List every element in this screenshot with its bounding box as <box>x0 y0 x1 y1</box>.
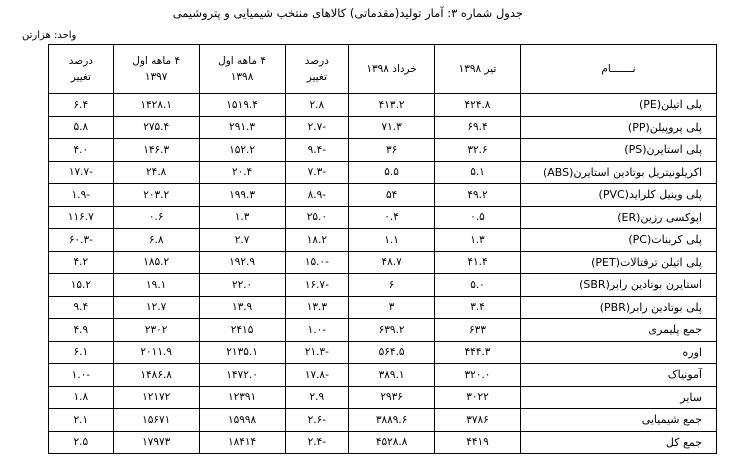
header-khordad-1398: خرداد ۱۳۹۸ <box>349 45 435 94</box>
cell-tir: ۳.۴ <box>435 296 521 319</box>
cell-m1398: ۱۸۴۱۴ <box>199 431 285 454</box>
header-4month-1398 <box>199 45 285 94</box>
cell-name: پلی وینیل کلراید(PVC) <box>520 184 716 207</box>
cell-m1398: ۲۴۱۵ <box>199 319 285 342</box>
cell-m1398: ۲۲.۰ <box>199 274 285 297</box>
cell-pct2: ۱۵.۲ <box>49 274 114 297</box>
cell-pct2: ۴.۰ <box>49 139 114 162</box>
cell-m1398: ۲۰.۴ <box>199 161 285 184</box>
table-row <box>49 431 717 454</box>
table-row <box>49 139 717 162</box>
cell-m1398: ۱۹۹.۳ <box>199 184 285 207</box>
cell-m1397: ۱۴۸۶.۸ <box>113 364 199 387</box>
cell-khordad: ۲۹۳۶ <box>349 386 435 409</box>
header-m1398-line1: ۴ ماهه اول <box>218 55 267 67</box>
header-percent-change-monthly <box>285 45 349 94</box>
cell-khordad: ۶۳۹.۲ <box>349 319 435 342</box>
cell-name: پلی کربنات(PC) <box>520 229 716 252</box>
cell-pct1: -۱۷.۸ <box>285 364 349 387</box>
cell-tir: ۳۲۰.۰ <box>435 364 521 387</box>
cell-pct2: ۵.۸ <box>49 116 114 139</box>
cell-m1397: ۱۲.۷ <box>113 296 199 319</box>
cell-pct1: -۸.۹ <box>285 184 349 207</box>
table-row <box>49 319 717 342</box>
cell-m1398: ۲.۷ <box>199 229 285 252</box>
cell-khordad: ۱.۱ <box>349 229 435 252</box>
header-row <box>49 45 717 94</box>
cell-khordad: ۳۸۹.۱ <box>349 364 435 387</box>
cell-tir: ۵.۱ <box>435 161 521 184</box>
cell-name: پلی اتیلن ترفتالات(PET) <box>520 251 716 274</box>
table-row <box>49 409 717 432</box>
cell-pct2: -۱.۰ <box>49 364 114 387</box>
cell-tir: ۴۴۴.۳ <box>435 341 521 364</box>
table-row <box>49 161 717 184</box>
cell-name: استایرن بوتادین رابر(SBR) <box>520 274 716 297</box>
cell-m1398: ۱۵۲.۲ <box>199 139 285 162</box>
cell-tir: ۴۱.۴ <box>435 251 521 274</box>
cell-pct1: ۱۸.۲ <box>285 229 349 252</box>
table-body <box>49 94 717 454</box>
cell-name: جمع پلیمری <box>520 319 716 342</box>
cell-pct2: ۶.۱ <box>49 341 114 364</box>
header-pct1-line1: درصد <box>304 55 329 67</box>
cell-m1398: ۱.۳ <box>199 206 285 229</box>
cell-m1397: ۲۰۱۱.۹ <box>113 341 199 364</box>
cell-pct2: -۱۷.۷ <box>49 161 114 184</box>
cell-khordad: ۳۸۸۹.۶ <box>349 409 435 432</box>
header-m1397-line2: ۱۳۹۷ <box>144 71 168 83</box>
cell-m1397: ۶.۸ <box>113 229 199 252</box>
cell-tir: ۱.۳ <box>435 229 521 252</box>
cell-name: جمع کل <box>520 431 716 454</box>
cell-pct1: -۱۶.۷ <box>285 274 349 297</box>
cell-pct2: ۱۱۶.۷ <box>49 206 114 229</box>
cell-khordad: ۵۶۴.۵ <box>349 341 435 364</box>
header-pct1-line2: تغییر <box>306 71 327 83</box>
cell-m1397: ۱۴۲۸.۱ <box>113 94 199 117</box>
cell-khordad: ۷۱.۳ <box>349 116 435 139</box>
header-m1397-line1: ۴ ماهه اول <box>132 55 181 67</box>
cell-m1397: ۱۲۱۷۲ <box>113 386 199 409</box>
cell-m1397: ۲۰۳.۲ <box>113 184 199 207</box>
header-percent-change-4month <box>49 45 114 94</box>
cell-m1397: ۲۳۰۲ <box>113 319 199 342</box>
cell-name: اپوکسی رزین(ER) <box>520 206 716 229</box>
cell-pct1: -۲.۷ <box>285 116 349 139</box>
cell-tir: ۶۳۳ <box>435 319 521 342</box>
cell-pct2: ۴.۹ <box>49 319 114 342</box>
cell-khordad: ۴۵۲۸.۸ <box>349 431 435 454</box>
cell-pct1: -۷.۳ <box>285 161 349 184</box>
header-4month-1397 <box>113 45 199 94</box>
cell-m1398: ۱۲۳۹۱ <box>199 386 285 409</box>
cell-pct1: ۲.۸ <box>285 94 349 117</box>
unit-label: واحد: هزارتن <box>22 30 77 41</box>
cell-pct2: ۱.۸ <box>49 386 114 409</box>
cell-khordad: ۶ <box>349 274 435 297</box>
cell-tir: ۴۹.۲ <box>435 184 521 207</box>
cell-pct1: -۱۵.۰ <box>285 251 349 274</box>
cell-tir: ۳۷۸۶ <box>435 409 521 432</box>
header-pct2-line1: درصد <box>68 55 93 67</box>
cell-pct2: ۶.۴ <box>49 94 114 117</box>
cell-khordad: ۰.۴ <box>349 206 435 229</box>
table-row <box>49 116 717 139</box>
table-row <box>49 296 717 319</box>
header-pct2-line2: تغییر <box>70 71 91 83</box>
cell-m1397: ۰.۶ <box>113 206 199 229</box>
cell-name: پلی استایرن(PS) <box>520 139 716 162</box>
cell-m1397: ۱۷۹۷۳ <box>113 431 199 454</box>
cell-name: جمع شیمیایی <box>520 409 716 432</box>
cell-pct1: ۲.۹ <box>285 386 349 409</box>
cell-name: آمونیاک <box>520 364 716 387</box>
cell-pct2: -۶۰.۳ <box>49 229 114 252</box>
cell-m1397: ۱۵۶۷۱ <box>113 409 199 432</box>
cell-m1398: ۱۵۱۹.۴ <box>199 94 285 117</box>
table-row <box>49 94 717 117</box>
table-row <box>49 364 717 387</box>
cell-pct1: -۱.۰ <box>285 319 349 342</box>
table-row <box>49 206 717 229</box>
cell-khordad: ۵.۵ <box>349 161 435 184</box>
cell-m1398: ۲۹۱.۳ <box>199 116 285 139</box>
cell-tir: ۳۲.۶ <box>435 139 521 162</box>
cell-khordad: ۴۸.۷ <box>349 251 435 274</box>
cell-pct1: -۹.۴ <box>285 139 349 162</box>
cell-pct2: ۹.۴ <box>49 296 114 319</box>
cell-tir: ۳۰۲۲ <box>435 386 521 409</box>
table-row <box>49 341 717 364</box>
cell-khordad: ۵۴ <box>349 184 435 207</box>
cell-name: سایر <box>520 386 716 409</box>
table-row <box>49 274 717 297</box>
cell-name: پلی پروپیلن(PP) <box>520 116 716 139</box>
production-table <box>48 44 717 454</box>
table-row <box>49 229 717 252</box>
table-title: جدول شماره ۳: آمار تولید(مقدماتی) کالاهای منتخب شیمیایی و پتروشیمی <box>172 6 523 20</box>
cell-pct2: ۲.۵ <box>49 431 114 454</box>
cell-khordad: ۴۱۳.۲ <box>349 94 435 117</box>
cell-name: پلی اتیلن(PE) <box>520 94 716 117</box>
cell-pct1: ۱۳.۳ <box>285 296 349 319</box>
cell-pct2: ۲.۱ <box>49 409 114 432</box>
cell-name: اکریلونیتریل بوتادین استایرن(ABS) <box>520 161 716 184</box>
table-row <box>49 386 717 409</box>
cell-khordad: ۳ <box>349 296 435 319</box>
cell-khordad: ۳۶ <box>349 139 435 162</box>
cell-m1398: ۱۵۹۹۸ <box>199 409 285 432</box>
cell-m1397: ۱۴۶.۳ <box>113 139 199 162</box>
cell-pct1: -۲.۴ <box>285 431 349 454</box>
cell-m1397: ۱۹.۱ <box>113 274 199 297</box>
cell-m1397: ۱۸۵.۲ <box>113 251 199 274</box>
cell-tir: ۵.۰ <box>435 274 521 297</box>
table-row <box>49 184 717 207</box>
cell-tir: ۴۴۱۹ <box>435 431 521 454</box>
cell-m1398: ۱۹۲.۹ <box>199 251 285 274</box>
cell-tir: ۶۹.۴ <box>435 116 521 139</box>
cell-m1398: ۲۱۳۵.۱ <box>199 341 285 364</box>
header-m1398-line2: ۱۳۹۸ <box>230 71 254 83</box>
cell-pct1: ۲۵.۰ <box>285 206 349 229</box>
cell-name: پلی بوتادین رابر(PBR) <box>520 296 716 319</box>
header-tir-1398: تیر ۱۳۹۸ <box>435 45 521 94</box>
cell-pct2: ۴.۲ <box>49 251 114 274</box>
cell-m1397: ۲۷۵.۴ <box>113 116 199 139</box>
cell-tir: ۴۲۴.۸ <box>435 94 521 117</box>
cell-tir: ۰.۵ <box>435 206 521 229</box>
cell-pct1: -۲۱.۳ <box>285 341 349 364</box>
header-name: نـــــــام <box>520 45 716 94</box>
cell-name: اوره <box>520 341 716 364</box>
cell-m1398: ۱۴۷۲.۰ <box>199 364 285 387</box>
table-row <box>49 251 717 274</box>
cell-m1398: ۱۳.۹ <box>199 296 285 319</box>
cell-m1397: ۲۴.۸ <box>113 161 199 184</box>
cell-pct2: -۱.۹ <box>49 184 114 207</box>
cell-pct1: -۲.۶ <box>285 409 349 432</box>
